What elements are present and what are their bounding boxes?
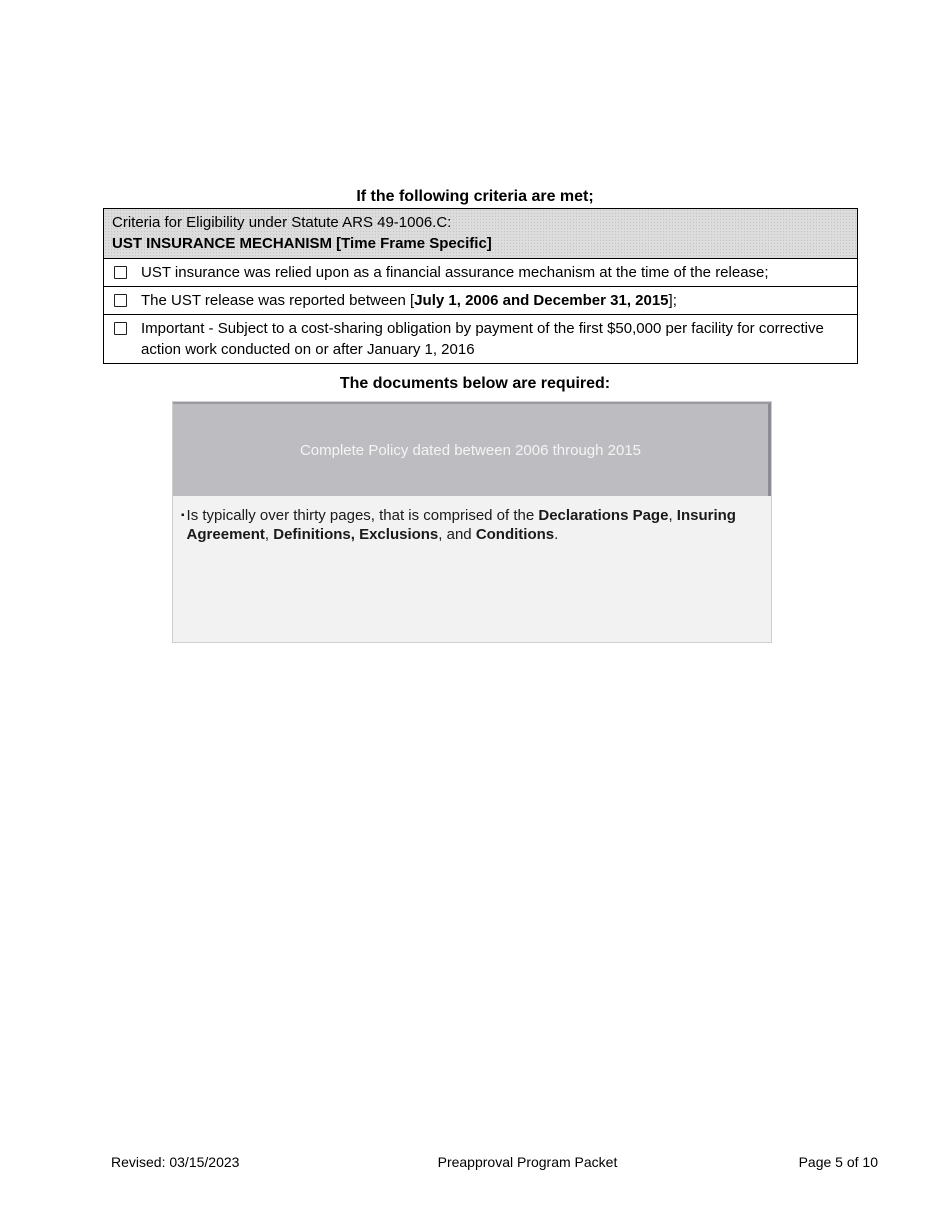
document-description-text: Is typically over thirty pages, that is comprised of the Declarations Page, Insuring Agreement, Definitions, Exclusions, and Conditions. [186,507,736,543]
criteria-row-cost-sharing [104,315,857,363]
criteria-text: Important - Subject to a cost-sharing obligation by payment of the first $50,000 per facility for corrective action work conducted on or after January 1, 2016 [141,320,824,358]
footer-page-number: Page 5 of 10 [798,1154,878,1170]
criteria-text: The UST release was reported between [July 1, 2006 and December 31, 2015]; [141,292,677,309]
documents-heading: The documents below are required: [339,375,611,392]
criteria-heading: If the following criteria are met; [356,188,594,205]
document-description [173,496,771,544]
footer-document-title: Preapproval Program Packet [437,1154,618,1170]
criteria-text: UST insurance was relied upon as a financial assurance mechanism at the time of the release; [141,264,769,281]
footer-revised-date: Revised: 03/15/2023 [111,1154,240,1170]
criteria-table-header [104,209,857,259]
document-title: Complete Policy dated between 2006 through 2015 [173,402,771,496]
checkbox-insurance[interactable] [114,266,127,279]
checkbox-reported[interactable] [114,294,127,307]
required-document-box [172,401,772,643]
criteria-row-insurance [104,259,857,287]
bullet-icon: ▪ [181,510,185,521]
criteria-header-statute: Criteria for Eligibility under Statute ARS 49-1006.C: [112,214,452,231]
criteria-row-reported [104,287,857,315]
criteria-table [103,208,858,364]
criteria-header-mechanism: UST INSURANCE MECHANISM [Time Frame Specific] [112,235,492,252]
checkbox-cost-sharing[interactable] [114,322,127,335]
